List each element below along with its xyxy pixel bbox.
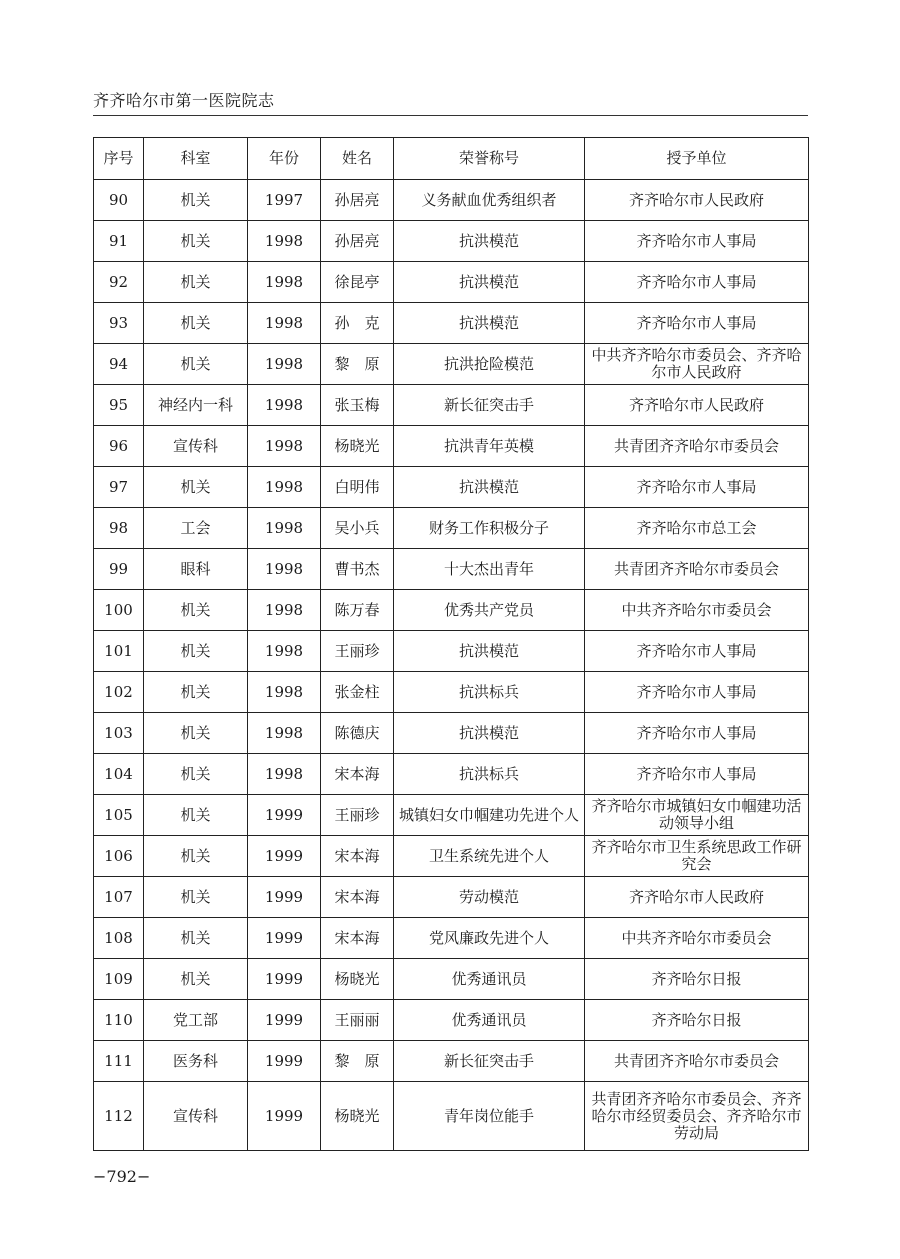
cell-index: 100 [94,590,144,631]
cell-year: 1999 [248,795,321,836]
cell-index: 112 [94,1082,144,1151]
cell-name: 王丽珍 [321,795,394,836]
cell-index: 94 [94,344,144,385]
cell-department: 机关 [144,631,248,672]
cell-name: 宋本海 [321,877,394,918]
cell-index: 110 [94,1000,144,1041]
table-row [94,1082,809,1151]
cell-honor: 城镇妇女巾帼建功先进个人 [394,795,585,836]
cell-name: 宋本海 [321,836,394,877]
column-header-department: 科室 [144,138,248,180]
cell-department: 机关 [144,795,248,836]
table-row [94,180,809,221]
cell-name: 吴小兵 [321,508,394,549]
cell-department: 机关 [144,754,248,795]
cell-name: 孙居亮 [321,221,394,262]
cell-honor: 义务献血优秀组织者 [394,180,585,221]
cell-year: 1999 [248,959,321,1000]
cell-issuer: 齐齐哈尔市人事局 [585,467,809,508]
cell-department: 机关 [144,221,248,262]
cell-name: 宋本海 [321,754,394,795]
cell-year: 1998 [248,713,321,754]
cell-department: 机关 [144,344,248,385]
cell-index: 95 [94,385,144,426]
table-row [94,467,809,508]
cell-issuer: 齐齐哈尔日报 [585,959,809,1000]
cell-honor: 优秀共产党员 [394,590,585,631]
cell-year: 1998 [248,549,321,590]
cell-department: 宣传科 [144,1082,248,1151]
cell-year: 1998 [248,426,321,467]
cell-issuer: 共青团齐齐哈尔市委员会 [585,549,809,590]
running-head-title: 齐齐哈尔市第一医院院志 [93,91,275,110]
cell-index: 103 [94,713,144,754]
cell-issuer: 共青团齐齐哈尔市委员会 [585,426,809,467]
cell-department: 眼科 [144,549,248,590]
column-header-issuer: 授予单位 [585,138,809,180]
cell-index: 101 [94,631,144,672]
cell-year: 1999 [248,1041,321,1082]
table-header [94,138,809,180]
cell-index: 96 [94,426,144,467]
cell-honor: 抗洪模范 [394,713,585,754]
cell-issuer: 齐齐哈尔市人事局 [585,631,809,672]
cell-department: 工会 [144,508,248,549]
cell-index: 109 [94,959,144,1000]
cell-year: 1998 [248,467,321,508]
table-row [94,426,809,467]
cell-issuer: 齐齐哈尔市人民政府 [585,180,809,221]
cell-issuer: 中共齐齐哈尔市委员会 [585,918,809,959]
table-row [94,221,809,262]
cell-honor: 优秀通讯员 [394,959,585,1000]
table-row [94,877,809,918]
table-row [94,1041,809,1082]
cell-name: 张玉梅 [321,385,394,426]
table-row [94,631,809,672]
cell-honor: 青年岗位能手 [394,1082,585,1151]
table-row [94,836,809,877]
cell-honor: 抗洪模范 [394,262,585,303]
cell-index: 98 [94,508,144,549]
cell-issuer: 齐齐哈尔市总工会 [585,508,809,549]
cell-issuer: 齐齐哈尔市人事局 [585,754,809,795]
cell-year: 1998 [248,590,321,631]
cell-year: 1998 [248,303,321,344]
cell-year: 1998 [248,754,321,795]
cell-honor: 财务工作积极分子 [394,508,585,549]
cell-issuer: 齐齐哈尔市城镇妇女巾帼建功活动领导小组 [585,795,809,836]
cell-honor: 抗洪青年英模 [394,426,585,467]
cell-honor: 新长征突击手 [394,1041,585,1082]
cell-issuer: 齐齐哈尔市卫生系统思政工作研究会 [585,836,809,877]
column-header-year: 年份 [248,138,321,180]
cell-department: 党工部 [144,1000,248,1041]
cell-honor: 卫生系统先进个人 [394,836,585,877]
table-body [94,180,809,1151]
cell-name: 白明伟 [321,467,394,508]
cell-index: 107 [94,877,144,918]
cell-index: 90 [94,180,144,221]
cell-department: 机关 [144,959,248,1000]
table-row [94,590,809,631]
cell-honor: 抗洪抢险模范 [394,344,585,385]
cell-index: 104 [94,754,144,795]
cell-year: 1999 [248,836,321,877]
table-row [94,672,809,713]
cell-name: 陈万春 [321,590,394,631]
cell-honor: 抗洪模范 [394,303,585,344]
cell-name: 张金柱 [321,672,394,713]
cell-name: 孙 克 [321,303,394,344]
cell-year: 1998 [248,344,321,385]
cell-honor: 劳动模范 [394,877,585,918]
table-row [94,262,809,303]
header-rule [93,115,808,116]
cell-year: 1998 [248,221,321,262]
cell-issuer: 齐齐哈尔市人民政府 [585,385,809,426]
cell-year: 1998 [248,672,321,713]
cell-index: 97 [94,467,144,508]
table-row [94,385,809,426]
cell-issuer: 共青团齐齐哈尔市委员会 [585,1041,809,1082]
cell-year: 1999 [248,1082,321,1151]
cell-year: 1998 [248,631,321,672]
cell-year: 1999 [248,877,321,918]
cell-department: 机关 [144,713,248,754]
cell-name: 黎 原 [321,344,394,385]
table-row [94,303,809,344]
cell-name: 徐昆亭 [321,262,394,303]
cell-honor: 优秀通讯员 [394,1000,585,1041]
cell-department: 神经内一科 [144,385,248,426]
cell-year: 1999 [248,1000,321,1041]
cell-name: 王丽丽 [321,1000,394,1041]
cell-issuer: 齐齐哈尔市人事局 [585,672,809,713]
cell-name: 杨晓光 [321,1082,394,1151]
cell-issuer: 齐齐哈尔市人事局 [585,221,809,262]
cell-issuer: 共青团齐齐哈尔市委员会、齐齐哈尔市经贸委员会、齐齐哈尔市劳动局 [585,1082,809,1151]
table-row [94,549,809,590]
cell-name: 黎 原 [321,1041,394,1082]
cell-issuer: 齐齐哈尔市人民政府 [585,877,809,918]
cell-honor: 抗洪模范 [394,631,585,672]
cell-honor: 抗洪标兵 [394,672,585,713]
cell-department: 机关 [144,303,248,344]
cell-issuer: 齐齐哈尔市人事局 [585,262,809,303]
cell-department: 机关 [144,836,248,877]
cell-year: 1999 [248,918,321,959]
cell-issuer: 中共齐齐哈尔市委员会 [585,590,809,631]
table-row [94,754,809,795]
cell-index: 93 [94,303,144,344]
cell-name: 杨晓光 [321,959,394,1000]
table-row [94,344,809,385]
cell-year: 1998 [248,385,321,426]
cell-honor: 抗洪模范 [394,467,585,508]
cell-department: 医务科 [144,1041,248,1082]
cell-index: 106 [94,836,144,877]
cell-name: 宋本海 [321,918,394,959]
cell-honor: 新长征突击手 [394,385,585,426]
cell-honor: 党风廉政先进个人 [394,918,585,959]
table-row [94,795,809,836]
cell-honor: 十大杰出青年 [394,549,585,590]
cell-name: 陈德庆 [321,713,394,754]
cell-index: 92 [94,262,144,303]
column-header-index: 序号 [94,138,144,180]
cell-issuer: 齐齐哈尔日报 [585,1000,809,1041]
table-row [94,508,809,549]
cell-index: 105 [94,795,144,836]
table-row [94,918,809,959]
cell-department: 机关 [144,672,248,713]
header-row [94,138,809,180]
cell-issuer: 齐齐哈尔市人事局 [585,303,809,344]
cell-department: 机关 [144,877,248,918]
cell-department: 机关 [144,180,248,221]
cell-honor: 抗洪模范 [394,221,585,262]
table-row [94,1000,809,1041]
column-header-name: 姓名 [321,138,394,180]
cell-department: 机关 [144,262,248,303]
cell-name: 杨晓光 [321,426,394,467]
cell-department: 机关 [144,590,248,631]
page-number: −792− [93,1167,151,1186]
cell-index: 108 [94,918,144,959]
cell-name: 王丽珍 [321,631,394,672]
cell-year: 1998 [248,262,321,303]
cell-index: 111 [94,1041,144,1082]
cell-index: 102 [94,672,144,713]
cell-issuer: 齐齐哈尔市人事局 [585,713,809,754]
table-row [94,959,809,1000]
cell-department: 机关 [144,467,248,508]
table-row [94,713,809,754]
cell-name: 孙居亮 [321,180,394,221]
cell-honor: 抗洪标兵 [394,754,585,795]
column-header-honor: 荣誉称号 [394,138,585,180]
cell-department: 宣传科 [144,426,248,467]
cell-issuer: 中共齐齐哈尔市委员会、齐齐哈尔市人民政府 [585,344,809,385]
cell-index: 91 [94,221,144,262]
cell-year: 1997 [248,180,321,221]
cell-year: 1998 [248,508,321,549]
cell-department: 机关 [144,918,248,959]
honors-table [93,137,809,1151]
cell-index: 99 [94,549,144,590]
cell-name: 曹书杰 [321,549,394,590]
